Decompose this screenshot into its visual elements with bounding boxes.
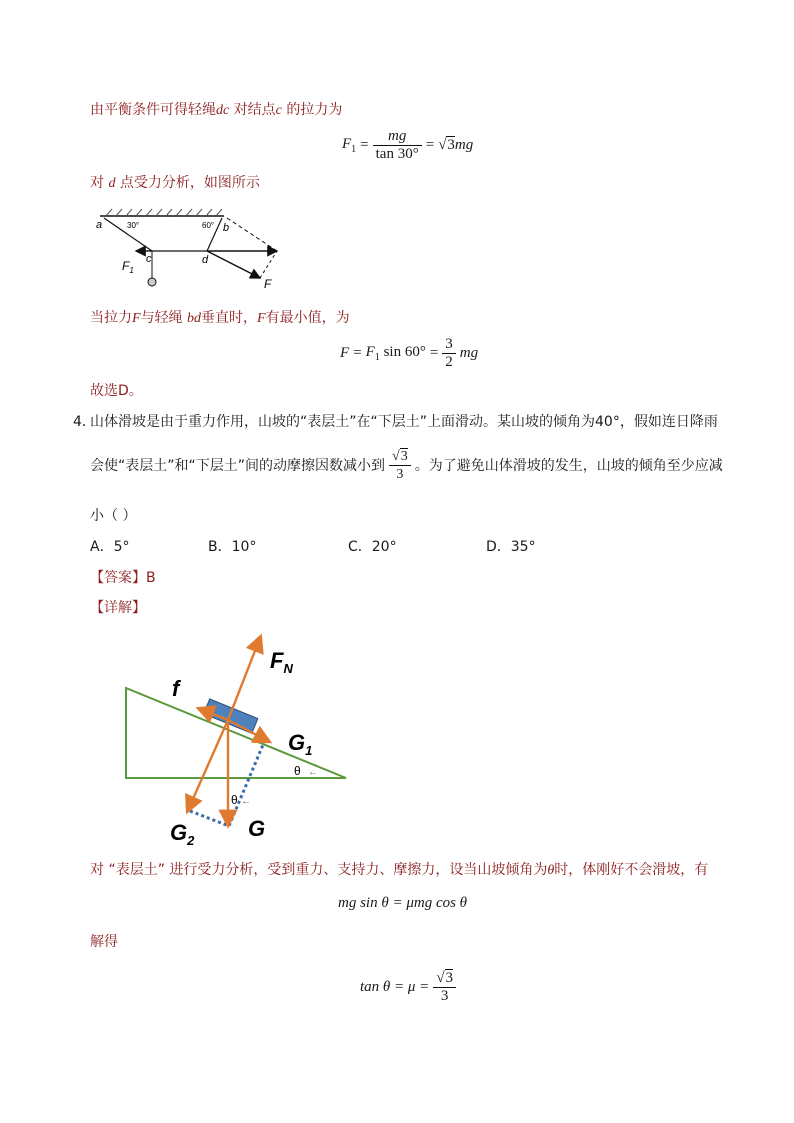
question-text-line-1: 山体滑坡是由于重力作用，山坡的“表层土”在“下层土”上面滑动。某山坡的倾角为40°，假如连日降雨: [90, 414, 718, 430]
label-a: a: [96, 219, 103, 231]
arrow-mark-incline: ←: [308, 767, 318, 778]
answer-line: 【答案】B: [90, 570, 156, 586]
fraction-sqrt3-3: $\frac{√3}{3}$: [389, 448, 411, 483]
normal-force-arrow: [228, 638, 260, 720]
dashed-g2-to-g: [190, 811, 229, 826]
solution4-line-1: 对 “表层土” 进行受力分析，受到重力、支持力、摩擦力，设当山坡倾角为θ时，体刚好不会滑坡，有: [90, 862, 709, 878]
equation-balance: mg sin θ = μmg cos θ: [338, 895, 468, 911]
label-c: c: [146, 253, 152, 265]
label-g2: $G_2$: [170, 820, 195, 848]
dashed-parallel-line: [227, 218, 277, 251]
question-number: 4．: [73, 414, 96, 430]
solution-line-1: 由平衡条件可得轻绳dc 对结点c 的拉力为: [90, 102, 343, 118]
option-d[interactable]: D．35°: [486, 539, 536, 555]
hanging-ball: [148, 278, 156, 286]
angle-30: 30°: [127, 221, 140, 230]
arrow-mark-gravity: ←: [241, 796, 251, 807]
option-a[interactable]: A．5°: [90, 539, 130, 555]
label-g: G: [248, 816, 266, 841]
label-g1: $G_1$: [288, 730, 313, 758]
rope-force-diagram: [92, 206, 292, 298]
label-f1: $F_1$: [122, 259, 134, 275]
question-text-line-3: 小（ ）: [90, 508, 137, 524]
fraction-3-2: $\frac{3}{2}$: [442, 336, 456, 371]
angle-60: 60°: [202, 221, 215, 230]
question-text-line-2: 会使“表层土”和“下层土”间的动摩擦因数减小到 $\frac{√3}{3}$ 。为了避免山体滑坡的发生，山坡的倾角至少应减: [90, 449, 723, 482]
dashed-g1-to-g: [229, 740, 265, 826]
label-f: F: [264, 277, 272, 291]
solution-line-3: 当拉力F与轻绳 bd垂直时，F有最小值，为: [90, 310, 350, 326]
option-b[interactable]: B．10°: [208, 539, 257, 555]
label-fn: $F_N$: [270, 648, 293, 676]
equation-f-min: F = $F_1$ sin 60° = $\frac{3}{2}$ mg: [340, 336, 479, 370]
label-friction: f: [172, 676, 180, 701]
label-b: b: [223, 222, 230, 234]
force-f-arrow: [207, 251, 260, 278]
g2-arrow: [188, 720, 228, 810]
label-d: d: [202, 254, 209, 266]
dashed-minimum-line: [260, 251, 277, 278]
equation-f1: $F_1$ = $\frac{mg}{\tan 30^\circ}$ = √3mg: [342, 128, 474, 162]
theta-gravity: θ: [231, 793, 238, 807]
theta-incline: θ: [294, 764, 301, 778]
detail-header: 【详解】: [90, 600, 146, 616]
fraction-mg-tan30: $\frac{mg}{\tan 30^\circ}$: [373, 128, 422, 163]
option-c[interactable]: C．20°: [348, 539, 397, 555]
fraction-sqrt3-3-result: $\frac{√3}{3}$: [433, 970, 456, 1005]
ceiling-hatch: [106, 209, 222, 216]
solution-line-2: 对 d 点受力分析，如图所示: [90, 175, 260, 191]
solve-label: 解得: [90, 934, 118, 950]
incline-force-diagram: [110, 628, 360, 848]
solution-line-4: 故选D。: [90, 383, 143, 399]
equation-tan-theta: tan θ = μ = $\frac{√3}{3}$: [360, 970, 456, 1005]
